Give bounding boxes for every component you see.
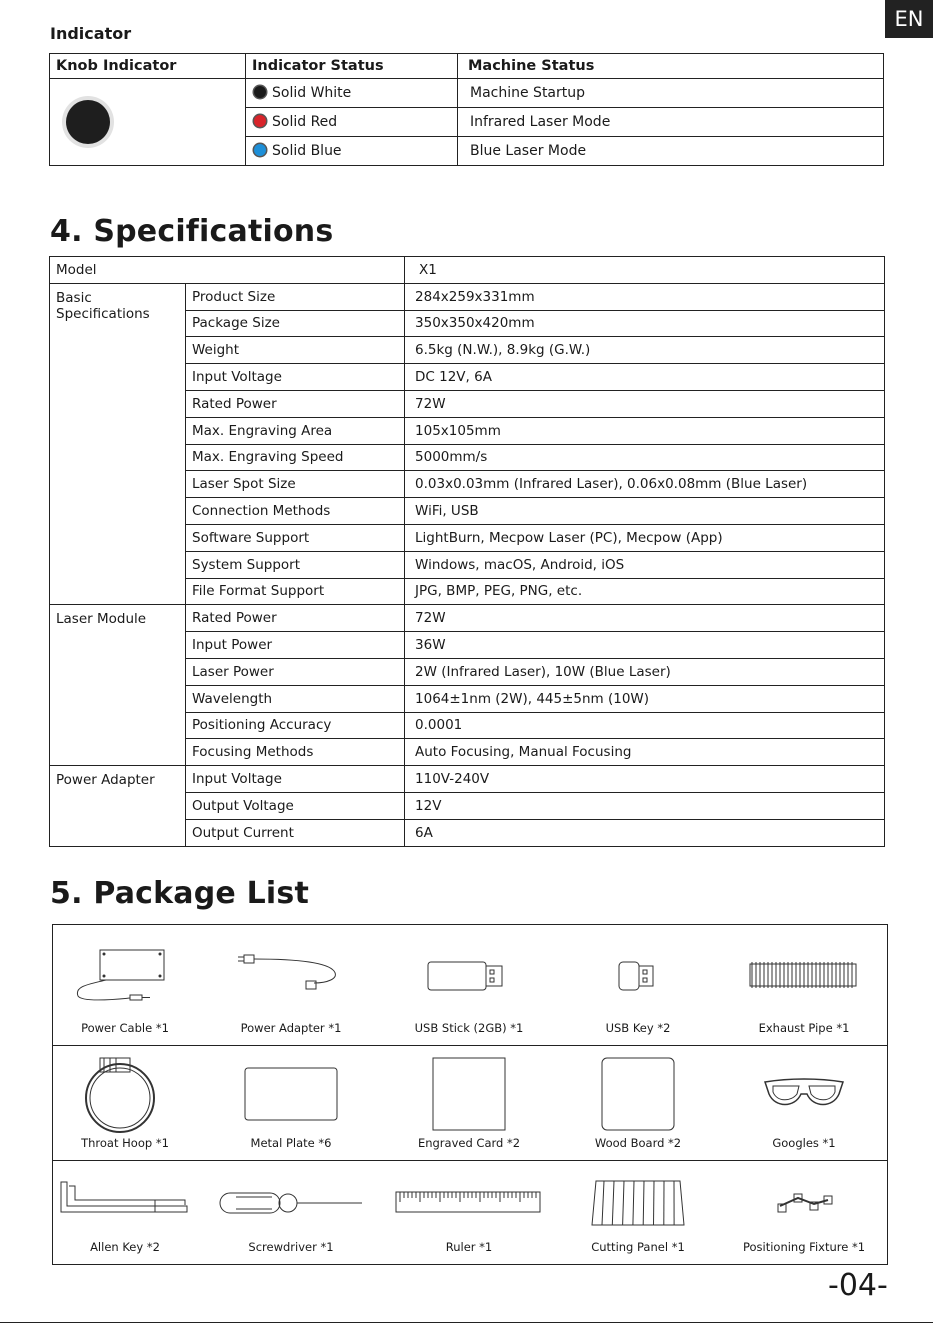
knob-image-cell — [50, 79, 246, 166]
header-machine-status: Machine Status — [458, 54, 884, 79]
package-item — [729, 1160, 879, 1264]
package-item — [394, 1045, 544, 1160]
package-item-label: Engraved Card *2 — [417, 1136, 521, 1150]
spec-value: 350x350x420mm — [405, 310, 885, 337]
spec-value: 72W — [405, 390, 885, 417]
spec-key: Input Voltage — [186, 766, 405, 793]
machine-status-cell: Machine Startup — [458, 79, 884, 108]
spec-key: Max. Engraving Speed — [186, 444, 405, 471]
engraved-card-icon — [394, 1055, 544, 1132]
spec-value: 36W — [405, 632, 885, 659]
status-cell: Solid Red — [246, 108, 458, 137]
spec-value: 6A — [405, 819, 885, 846]
package-item-label: Throat Hoop *1 — [81, 1136, 169, 1150]
package-item — [729, 1045, 879, 1160]
spec-key: Connection Methods — [186, 498, 405, 525]
spec-value: DC 12V, 6A — [405, 364, 885, 391]
usb-stick-icon — [394, 935, 544, 1017]
spec-key: File Format Support — [186, 578, 405, 605]
package-list-title: 5. Package List — [50, 876, 309, 911]
spec-key: Weight — [186, 337, 405, 364]
spec-key: Rated Power — [186, 390, 405, 417]
status-dot-icon — [254, 144, 266, 156]
spec-group-label: Laser Module — [50, 605, 186, 766]
goggles-icon — [729, 1055, 879, 1132]
package-item-label: Ruler *1 — [445, 1240, 493, 1254]
status-cell: Solid White — [246, 79, 458, 108]
screwdriver-icon — [216, 1170, 366, 1236]
spec-value: 0.0001 — [405, 712, 885, 739]
power-cable-icon — [50, 935, 200, 1017]
exhaust-pipe-icon — [729, 935, 879, 1017]
usb-key-icon — [563, 935, 713, 1017]
package-item — [394, 1160, 544, 1264]
package-item — [563, 1045, 713, 1160]
spec-value: 12V — [405, 792, 885, 819]
package-item-label: Wood Board *2 — [594, 1136, 682, 1150]
header-indicator-status: Indicator Status — [246, 54, 458, 79]
status-dot-icon — [254, 86, 266, 98]
spec-value: 110V-240V — [405, 766, 885, 793]
bottom-rule — [0, 1322, 933, 1323]
package-item — [216, 925, 366, 1045]
package-item — [50, 1045, 200, 1160]
spec-value: JPG, BMP, PEG, PNG, etc. — [405, 578, 885, 605]
spec-key: Positioning Accuracy — [186, 712, 405, 739]
spec-key: Max. Engraving Area — [186, 417, 405, 444]
package-item — [216, 1160, 366, 1264]
allen-key-icon — [50, 1170, 200, 1236]
model-label: Model — [50, 257, 405, 284]
package-item — [563, 925, 713, 1045]
spec-key: Rated Power — [186, 605, 405, 632]
spec-value: 2W (Infrared Laser), 10W (Blue Laser) — [405, 658, 885, 685]
throat-hoop-icon — [50, 1055, 200, 1132]
package-item — [394, 925, 544, 1045]
spec-value: 0.03x0.03mm (Infrared Laser), 0.06x0.08mm (Blue Laser) — [405, 471, 885, 498]
package-item-label: Allen Key *2 — [90, 1240, 160, 1254]
machine-status-cell: Infrared Laser Mode — [458, 108, 884, 137]
spec-key: System Support — [186, 551, 405, 578]
package-item-label: USB Key *2 — [605, 1021, 671, 1035]
spec-key: Output Voltage — [186, 792, 405, 819]
package-list — [52, 924, 888, 1265]
package-item-label: Screwdriver *1 — [248, 1240, 334, 1254]
spec-key: Laser Power — [186, 658, 405, 685]
spec-value: 72W — [405, 605, 885, 632]
ruler-icon — [394, 1170, 544, 1236]
header-knob-indicator: Knob Indicator — [50, 54, 246, 79]
spec-key: Laser Spot Size — [186, 471, 405, 498]
knob-indicator-icon — [62, 96, 114, 148]
status-dot-icon — [254, 115, 266, 127]
spec-row — [50, 766, 885, 793]
cutting-panel-icon — [563, 1170, 713, 1236]
package-item-label: Exhaust Pipe *1 — [758, 1021, 850, 1035]
package-item-label: Metal Plate *6 — [250, 1136, 332, 1150]
spec-key: Software Support — [186, 524, 405, 551]
package-item-label: Googles *1 — [772, 1136, 836, 1150]
spec-row — [50, 283, 885, 310]
power-adapter-icon — [216, 935, 366, 1017]
specifications-table — [49, 256, 885, 847]
spec-value: Windows, macOS, Android, iOS — [405, 551, 885, 578]
package-item — [729, 925, 879, 1045]
package-item-label: USB Stick (2GB) *1 — [414, 1021, 524, 1035]
spec-row — [50, 605, 885, 632]
spec-group-label: Power Adapter — [50, 766, 186, 846]
spec-key: Input Voltage — [186, 364, 405, 391]
language-badge: EN — [885, 0, 933, 38]
package-item-label: Positioning Fixture *1 — [742, 1240, 866, 1254]
wood-board-icon — [563, 1055, 713, 1132]
package-item — [216, 1045, 366, 1160]
spec-value: 5000mm/s — [405, 444, 885, 471]
machine-status-cell: Blue Laser Mode — [458, 137, 884, 166]
status-cell: Solid Blue — [246, 137, 458, 166]
spec-value: WiFi, USB — [405, 498, 885, 525]
spec-key: Package Size — [186, 310, 405, 337]
positioning-fixture-icon — [729, 1170, 879, 1236]
package-item — [563, 1160, 713, 1264]
spec-key: Wavelength — [186, 685, 405, 712]
spec-value: 1064±1nm (2W), 445±5nm (10W) — [405, 685, 885, 712]
metal-plate-icon — [216, 1055, 366, 1132]
spec-value: Auto Focusing, Manual Focusing — [405, 739, 885, 766]
spec-group-label: Basic Specifications — [50, 283, 186, 605]
spec-value: 6.5kg (N.W.), 8.9kg (G.W.) — [405, 337, 885, 364]
package-item — [50, 925, 200, 1045]
page-number: -04- — [828, 1268, 888, 1303]
spec-value: 105x105mm — [405, 417, 885, 444]
package-item-label: Power Adapter *1 — [240, 1021, 342, 1035]
specifications-title: 4. Specifications — [50, 214, 334, 249]
spec-value: 284x259x331mm — [405, 283, 885, 310]
spec-key: Focusing Methods — [186, 739, 405, 766]
package-item — [50, 1160, 200, 1264]
package-item-label: Cutting Panel *1 — [591, 1240, 685, 1254]
indicator-table — [49, 53, 884, 166]
spec-key: Product Size — [186, 283, 405, 310]
indicator-title: Indicator — [50, 24, 132, 43]
model-value: X1 — [405, 257, 885, 284]
package-item-label: Power Cable *1 — [81, 1021, 169, 1035]
spec-key: Output Current — [186, 819, 405, 846]
spec-key: Input Power — [186, 632, 405, 659]
spec-value: LightBurn, Mecpow Laser (PC), Mecpow (App) — [405, 524, 885, 551]
